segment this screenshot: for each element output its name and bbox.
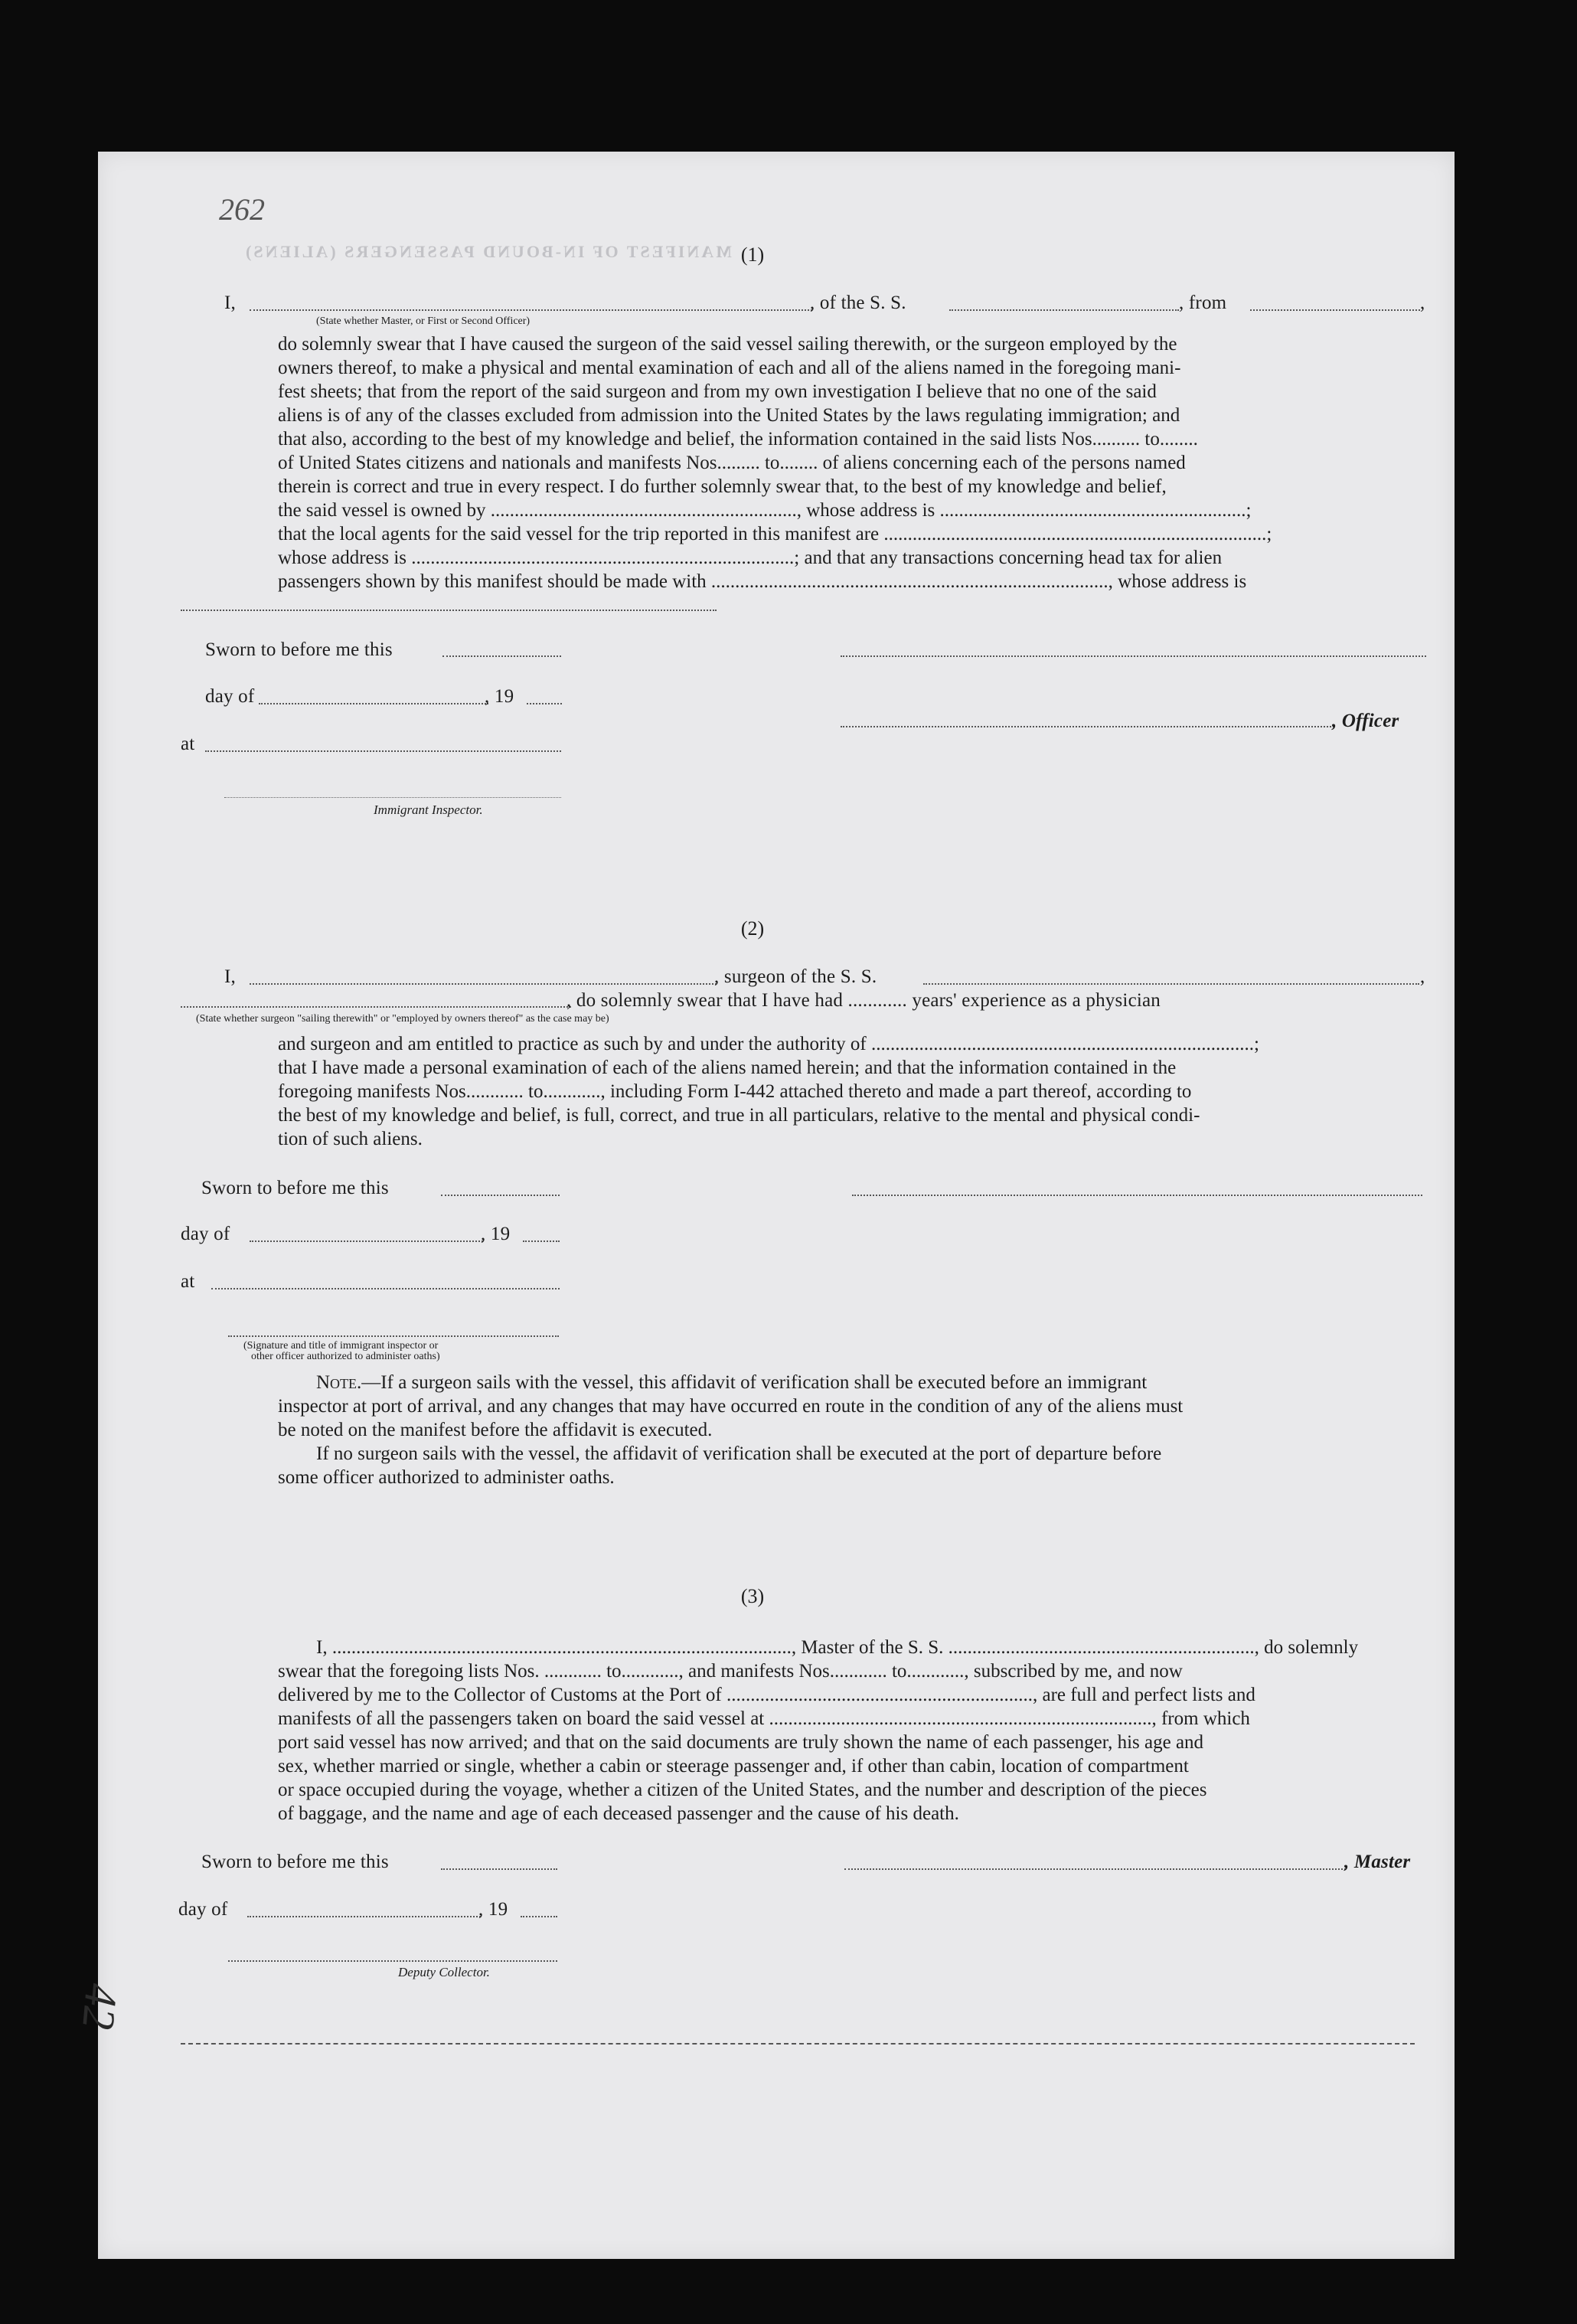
s2-body-line: tion of such aliens. xyxy=(278,1129,423,1149)
s2-body-line: the best of my knowledge and belief, is full, correct, and true in all particulars, relative to the mental and physical condi- xyxy=(278,1105,1200,1126)
s1-body-line: aliens is of any of the classes excluded from admission into the United States by the laws regulating immigration; and xyxy=(278,405,1180,426)
note-line: some officer authorized to administer oaths. xyxy=(278,1467,615,1488)
s1-inspector-caption: Immigrant Inspector. xyxy=(374,802,483,817)
s1-body-line: owners thereof, to make a physical and mental examination of each and all of the aliens named in the foregoing mani- xyxy=(278,358,1181,378)
s2-year-label: , 19 xyxy=(481,1224,511,1244)
section-2-number: (2) xyxy=(740,917,765,940)
s1-line1-i: I, xyxy=(224,293,236,313)
corner-scribble: 262 xyxy=(219,192,265,227)
s2-line1-end: , xyxy=(1420,966,1425,987)
s3-body-line: manifests of all the passengers taken on board the said vessel at ................................................................................, from which xyxy=(278,1708,1250,1729)
section-3-number: (3) xyxy=(740,1585,765,1607)
section-1-number: (1) xyxy=(740,244,765,266)
s2-sig-line xyxy=(228,1335,559,1337)
note-block xyxy=(278,1371,1426,1489)
note-line: be noted on the manifest before the affidavit is executed. xyxy=(278,1420,713,1440)
s2-line2: , do solemnly swear that I have had ............ years' experience as a physician xyxy=(566,990,1161,1011)
s2-signature-blank xyxy=(852,1195,1422,1196)
s1-signature-blank xyxy=(841,655,1426,657)
s2-name-blank xyxy=(250,983,717,985)
s1-body-line: passengers shown by this manifest should be made with ..................................................................................., whose address is xyxy=(278,571,1247,592)
note-line xyxy=(278,1371,1426,1394)
s1-line1-from: , from xyxy=(1179,293,1227,313)
s3-body-line: sex, whether married or single, whether a cabin or steerage passenger and, if other than cabin, location of compartment xyxy=(278,1756,1189,1777)
s3-body-line: of baggage, and the name and age of each deceased passenger and the cause of his death. xyxy=(278,1803,959,1824)
s1-from-blank xyxy=(1250,309,1420,311)
bottom-rule xyxy=(181,2043,1415,2045)
s3-year-blank xyxy=(521,1916,557,1917)
s1-at-blank xyxy=(205,750,561,752)
s2-year-blank xyxy=(523,1240,560,1242)
s3-master-sig-blank xyxy=(844,1868,1346,1870)
s2-sworn-label: Sworn to before me this xyxy=(201,1178,389,1198)
s1-body-line: whose address is ................................................................................; and that any transactions concerning head tax for alien xyxy=(278,547,1223,568)
s1-officer-label: , Officer xyxy=(1332,711,1399,731)
s3-body-line: delivered by me to the Collector of Customs at the Port of ................................................................, are full and perfect lists and xyxy=(278,1685,1255,1705)
s2-status-blank xyxy=(181,1006,571,1008)
s3-body-line: port said vessel has now arrived; and that on the said documents are truly shown the name of each passenger, his age and xyxy=(278,1732,1204,1753)
s1-body-line: the said vessel is owned by ................................................................, whose address is ................................................................; xyxy=(278,500,1252,521)
s1-sworn-blank xyxy=(442,655,561,657)
s1-sworn-label: Sworn to before me this xyxy=(205,639,393,660)
s1-inspector-line xyxy=(224,797,561,798)
note-lead: Note. xyxy=(316,1372,362,1393)
s3-day-blank xyxy=(247,1916,481,1917)
s2-sworn-blank xyxy=(441,1195,560,1196)
ghost-header: MANIFEST OF IN-BOUND PASSENGERS (ALIENS) xyxy=(243,242,732,261)
s2-body-line: foregoing manifests Nos............ to............, including Form I-442 attached thereto and made a part thereof, according to xyxy=(278,1081,1192,1102)
s1-at-label: at xyxy=(181,734,195,754)
margin-mark: 42 xyxy=(73,1981,127,2032)
s3-collector-line xyxy=(228,1960,557,1962)
s3-day-label: day of xyxy=(178,1899,228,1920)
s1-body-line: of United States citizens and nationals and manifests Nos......... to........ of aliens concerning each of the persons named xyxy=(278,453,1186,473)
s1-officer-sig-blank xyxy=(841,726,1334,727)
s1-body-line: that the local agents for the said vessel for the trip reported in this manifest are ................................................................................; xyxy=(278,524,1272,544)
s3-body-line: swear that the foregoing lists Nos. ............ to............, and manifests Nos............ to............, subscribed by me, and now xyxy=(278,1661,1183,1682)
s3-sworn-blank xyxy=(441,1868,557,1870)
s1-day-label: day of xyxy=(205,686,255,707)
s1-body-line: fest sheets; that from the report of the said surgeon and from my own investigation I believe that no one of the said xyxy=(278,381,1157,402)
section-1-body xyxy=(278,332,1426,593)
s1-year-label: , 19 xyxy=(485,686,514,707)
s2-sig-caption-1: (Signature and title of immigrant inspector or xyxy=(243,1340,439,1352)
s3-collector-caption: Deputy Collector. xyxy=(398,1965,490,1979)
s1-day-blank xyxy=(259,703,488,704)
note-line: inspector at port of arrival, and any changes that may have occurred en route in the condition of any of the aliens must xyxy=(278,1396,1184,1417)
s1-body-line: that also, according to the best of my knowledge and belief, the information contained in the said lists Nos.......... to........ xyxy=(278,429,1198,449)
s1-vessel-blank xyxy=(949,309,1179,311)
s2-day-label: day of xyxy=(181,1224,230,1244)
s2-body-line: that I have made a personal examination of each of the aliens named herein; and that the information contained in the xyxy=(278,1057,1177,1078)
s2-at-blank xyxy=(211,1288,560,1289)
s3-master-label: , Master xyxy=(1344,1852,1411,1872)
s2-body-line: and surgeon and am entitled to practice as such by and under the authority of ................................................................................; xyxy=(278,1034,1259,1054)
s2-vessel-blank xyxy=(923,983,1419,985)
s1-officer-caption: (State whether Master, or First or Second Officer) xyxy=(316,315,531,327)
manifest-page xyxy=(73,152,1455,2259)
section-2-body xyxy=(278,1032,1426,1151)
s3-sworn-label: Sworn to before me this xyxy=(201,1852,389,1872)
s2-status-caption: (State whether surgeon "sailing therewith" or "employed by owners thereof" as the case may be) xyxy=(196,1013,609,1025)
note-text: —If a surgeon sails with the vessel, this affidavit of verification shall be executed before an immigrant xyxy=(361,1372,1148,1393)
s1-trailing-blank xyxy=(181,610,717,611)
s2-line1-i: I, xyxy=(224,966,236,987)
s1-body-line: therein is correct and true in every respect. I do further solemnly swear that, to the best of my knowledge and belief, xyxy=(278,476,1167,497)
s2-day-blank xyxy=(250,1240,483,1242)
note-line: If no surgeon sails with the vessel, the affidavit of verification shall be executed at the port of departure before xyxy=(316,1443,1162,1464)
section-3-body xyxy=(278,1636,1426,1826)
s3-body-line: I, ................................................................................................, Master of the S. S. ................................................................, do solemnly xyxy=(316,1637,1359,1658)
s2-sig-caption-2: other officer authorized to administer oaths) xyxy=(251,1351,440,1362)
s1-officer-blank xyxy=(250,309,812,311)
s1-year-blank xyxy=(527,703,562,704)
s3-body-line: or space occupied during the voyage, whether a citizen of the United States, and the number and description of the pieces xyxy=(278,1780,1207,1800)
s1-body-line: do solemnly swear that I have caused the surgeon of the said vessel sailing therewith, or the surgeon employed by the xyxy=(278,334,1177,355)
s2-line1-surgeon: , surgeon of the S. S. xyxy=(714,966,877,987)
s1-line1-of-ss: , of the S. S. xyxy=(810,293,906,313)
s1-line1-end: , xyxy=(1420,293,1425,313)
s3-year-label: , 19 xyxy=(478,1899,508,1920)
s2-at-label: at xyxy=(181,1271,195,1292)
